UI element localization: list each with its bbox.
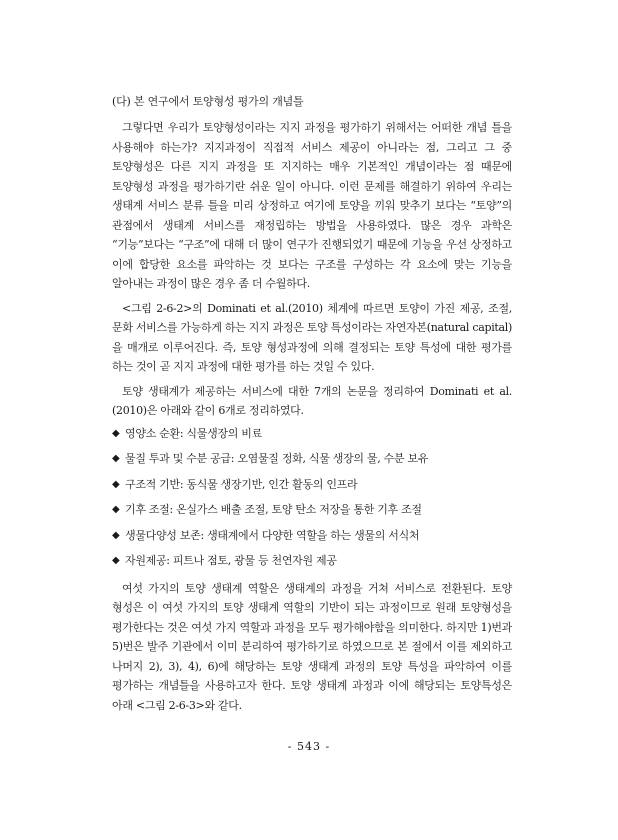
diamond-bullet-icon: ◆ (112, 427, 120, 439)
paragraph-2: <그림 2-6-2>의 Dominati et al.(2010) 체계에 따르면 토양이 가진 제공, 조절, 문화 서비스를 가능하게 하는 지지 과정은 토양 특성이라는 자연자본(natural capital)을 매개로 이루어진다. 즉, 토양 형성과정에 의해 결정되는 토양 특성에 대한 평가를 하는 것이 곧 지지 과정에 대한 평가를 하는 것일 수 있다. (112, 301, 512, 373)
diamond-bullet-icon: ◆ (112, 478, 120, 490)
list-item-text: 생물다양성 보존: 생태계에서 다양한 역할을 하는 생물의 서식처 (125, 528, 420, 542)
list-item (112, 451, 512, 467)
list-item (112, 502, 512, 518)
list-item (112, 553, 512, 569)
section-heading: (다) 본 연구에서 토양형성 평가의 개념틀 (112, 95, 304, 108)
service-list (112, 426, 512, 570)
list-item-text: 기후 조절: 온실가스 배출 조절, 토양 탄소 저장을 통한 기후 조절 (125, 503, 422, 516)
list-item-text: 영양소 순환: 식물생장의 비료 (125, 426, 262, 440)
diamond-bullet-icon: ◆ (112, 529, 120, 541)
list-item (112, 477, 512, 493)
closing-paragraph: 여섯 가지의 토양 생태계 역할은 생태계의 과정을 거쳐 서비스로 전환된다. 토양 형성은 이 여섯 가지의 토양 생태계 역할의 기반이 되는 과정이므로 원래 토양형성을 평가한다는 것은 여섯 가지 역할과 과정을 모두 평가해야함을 의미한다. 하지만 1)번과 5)번은 발주 기관에서 이미 분리하여 평가하기로 하였으므로 본 절에서 이를 제외하고 나머지 2), 3), 4), 6)에 해당하는 토양 생태계 과정의 토양 특성을 파악하여 이를 평가하는 개념틀을 사용하고자 한다. 토양 생태계 과정과 이에 해당되는 토양특성은 아래 <그림 2-6-3>와 같다. (112, 581, 512, 712)
paragraph-3: 토양 생태계가 제공하는 서비스에 대한 7개의 논문을 정리하여 Dominati et al.(2010)은 아래와 같이 6개로 정리하였다. (112, 384, 512, 417)
list-item (112, 426, 512, 442)
diamond-bullet-icon: ◆ (112, 504, 120, 515)
diamond-bullet-icon: ◆ (112, 453, 120, 464)
list-item (112, 528, 512, 544)
page-content (112, 94, 512, 720)
list-item-text: 물질 투과 및 수분 공급: 오염물질 정화, 식물 생장의 물, 수분 보유 (125, 452, 429, 465)
list-item-text: 자원제공: 피트나 점토, 광물 등 천연자원 제공 (125, 554, 337, 567)
page-number: - 543 - (287, 740, 331, 753)
paragraph-1: 그렇다면 우리가 토양형성이라는 지지 과정을 평가하기 위해서는 어떠한 개념 틀을 사용해야 하는가? 지지과정이 직접적 서비스 제공이 아니라는 점, 그리고 그 중 토양형성은 다른 지지 과정을 또 지지하는 매우 기본적인 개념이라는 점 때문에 토양형성 과정을 평가하기란 쉬운 일이 아니다. 이런 문제를 해결하기 위하여 우리는 생태계 서비스 분류 틀을 미리 상정하고 여기에 토양을 끼워 맞추기 보다는 “토양”의 관점에서 생태계 서비스를 재정립하는 방법을 사용하였다. 많은 경우 과학은 “기능”보다는 “구조”에 대해 더 많이 연구가 진행되었기 때문에 기능을 우선 상정하고 이에 합당한 요소를 파악하는 것 보다는 구조를 구성하는 각 요소에 맞는 기능을 알아내는 과정이 많은 경우 좀 더 수월하다. (112, 121, 512, 290)
list-item-text: 구조적 기반: 동식물 생장기반, 인간 활동의 인프라 (125, 477, 358, 491)
diamond-bullet-icon: ◆ (112, 555, 120, 566)
